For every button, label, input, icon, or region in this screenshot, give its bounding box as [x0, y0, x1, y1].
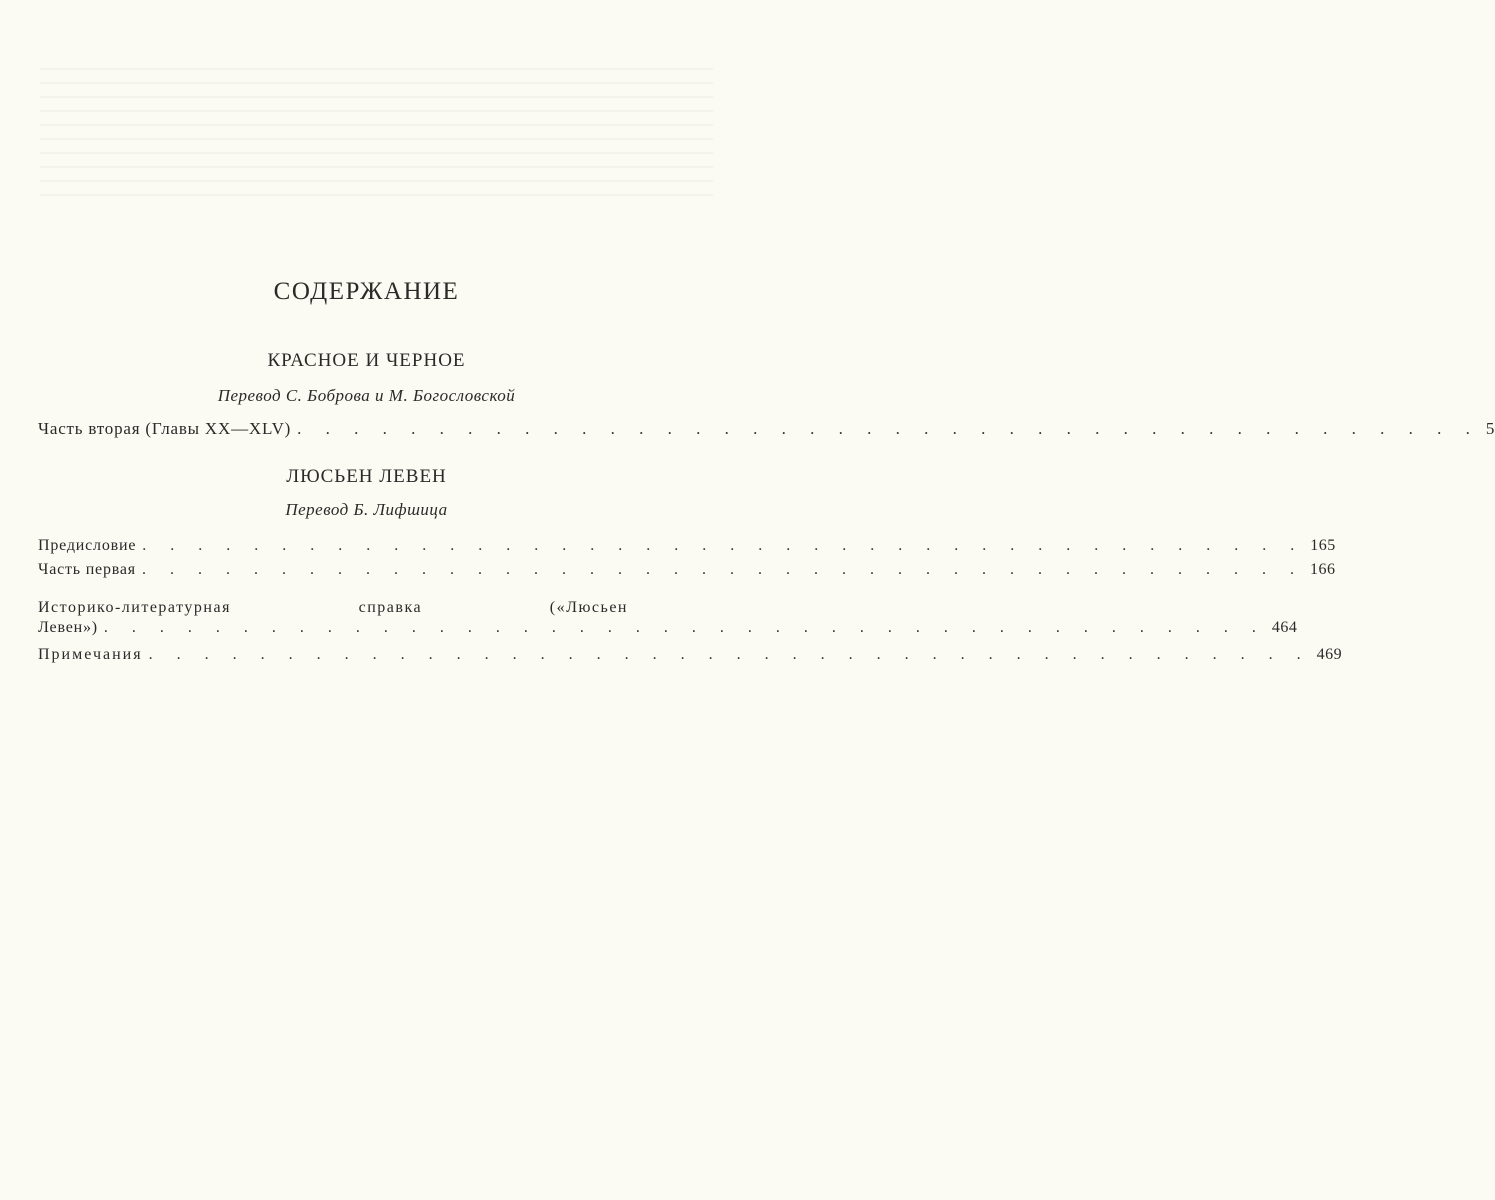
toc-entry-page: 5 — [1485, 419, 1495, 438]
toc-entry-label-line1: Историко-литературная справка («Люсьен — [38, 599, 628, 616]
toc-entry — [38, 561, 1336, 583]
toc-leader-dots: . . . . . . . . . . . . . . . . . . . . . . . . . . . . . . . . . . . . . . . . . . — [141, 561, 1304, 578]
section-translator-red-and-black: Перевод С. Боброва и М. Богословской — [217, 386, 516, 405]
toc-leader-dots: . . . . . . . . . . . . . . . . . . . . . . . . . . . . . . . . . . . . . . . . . . — [142, 537, 1305, 554]
section-heading-red-and-black: КРАСНОЕ И ЧЕРНОЕ — [267, 350, 466, 371]
toc-entry — [38, 419, 1495, 441]
toc-entry-page: 469 — [1316, 646, 1343, 663]
toc-entry-label: Примечания — [38, 646, 143, 663]
toc-entry-label: Часть первая — [38, 561, 136, 578]
section-translator-lucien-leuwen: Перевод Б. Лифшица — [285, 500, 448, 519]
toc-entry-label: Предисловие — [38, 537, 137, 554]
section-heading-lucien-leuwen: ЛЮСЬЕН ЛЕВЕН — [286, 466, 447, 487]
toc-leader-dots: . . . . . . . . . . . . . . . . . . . . . . . . . . . . . . . . . . . . . . . . . . — [148, 646, 1311, 663]
toc-entry — [38, 646, 1343, 668]
page-title: СОДЕРЖАНИЕ — [273, 278, 460, 305]
toc-entry-label: Левен») — [38, 619, 98, 636]
toc-entry — [38, 537, 1336, 559]
toc-leader-dots: . . . . . . . . . . . . . . . . . . . . . . . . . . . . . . . . . . . . . . . . . . — [297, 419, 1480, 438]
toc-entry-page: 464 — [1271, 619, 1298, 636]
toc-entry-label: Часть вторая (Главы XX—XLV) — [38, 419, 292, 438]
toc-leader-dots: . . . . . . . . . . . . . . . . . . . . . . . . . . . . . . . . . . . . . . . . . . — [103, 619, 1266, 636]
toc-entry-page: 166 — [1309, 561, 1336, 578]
toc-entry-page: 165 — [1310, 537, 1336, 554]
show-through-text — [40, 60, 713, 200]
toc-entry — [38, 619, 1298, 641]
